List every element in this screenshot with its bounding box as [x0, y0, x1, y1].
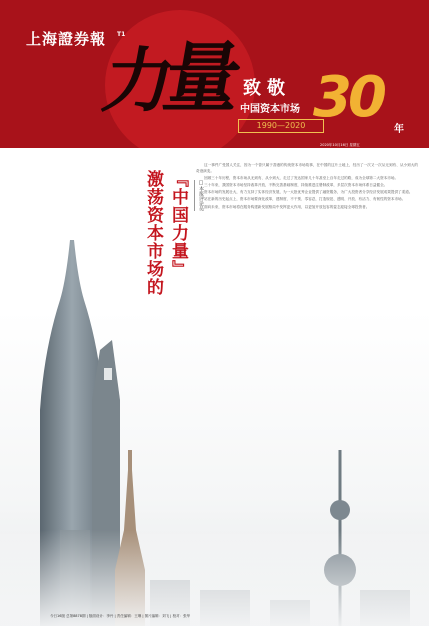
year-char: 年 — [394, 124, 404, 135]
thirty-numeral: 30 — [313, 65, 383, 130]
calligraphy-char-liang: 量 — [157, 33, 249, 122]
newspaper-masthead: 上海證券報 — [26, 30, 107, 48]
salute-heading: 致敬 — [243, 78, 291, 99]
headline-line-2: 『中国力量』 — [168, 170, 188, 278]
shanghai-skyline-illustration — [0, 150, 429, 626]
article-paragraph: 回顾三十年历程，资本市场从无到有、从小到大，走过了发达国家几十年甚至上百年走过的路，成为全球第二大资本市场。 — [204, 176, 399, 181]
article-paragraph: 面向未来，资本市场将在服务构建新发展格局中发挥更大作用，以更加开放包容的姿态迎接全球投资者。 — [204, 204, 370, 209]
page-number-badge: T1 — [117, 31, 126, 38]
article-paragraph: 站在新的历史起点上，资本市场要深化改革，建制度、不干预、零容忍，打造规范、透明、开放、有活力、有韧性的资本市场。 — [204, 197, 406, 202]
headline-line-1: 激荡资本市场的 — [143, 170, 163, 296]
page-credits-footer: 今日16版 总第8878期 | 版面设计：李丹 | 责任编辑：王琳 | 图片编辑：刘飞 | 校对：张华 — [50, 614, 191, 618]
byline: □本报评论员 — [194, 180, 205, 211]
issue-date: 2020年10月16日 星期五 — [320, 143, 360, 147]
pearl-tower-sphere-upper — [330, 500, 350, 520]
article-body — [196, 162, 418, 211]
article-paragraph: 这一事件广受国人关注，因为一个曾只属于香港的传统资本市场故事，在中国的这片土地上，经历了一次又一次从无到有、从小到大的奇迹演变。 — [196, 163, 418, 174]
year-range-box: 1990—2020 — [238, 119, 324, 133]
article-paragraph: 三十年来，我国资本市场坚持改革开放，不断完善基础制度，持续推进注册制改革，多层次资本市场体系日益健全。 — [204, 183, 388, 188]
capital-market-subtitle: 中国资本市场 — [240, 104, 300, 115]
anniversary-banner — [0, 0, 429, 148]
calligraphy-char-li: 力 — [96, 39, 182, 122]
article-paragraph: 资本市场的发展壮大，有力支持了实体经济发展，为一大批优秀企业提供了融资服务，为广大投资者分享经济发展成果提供了渠道。 — [204, 190, 413, 195]
